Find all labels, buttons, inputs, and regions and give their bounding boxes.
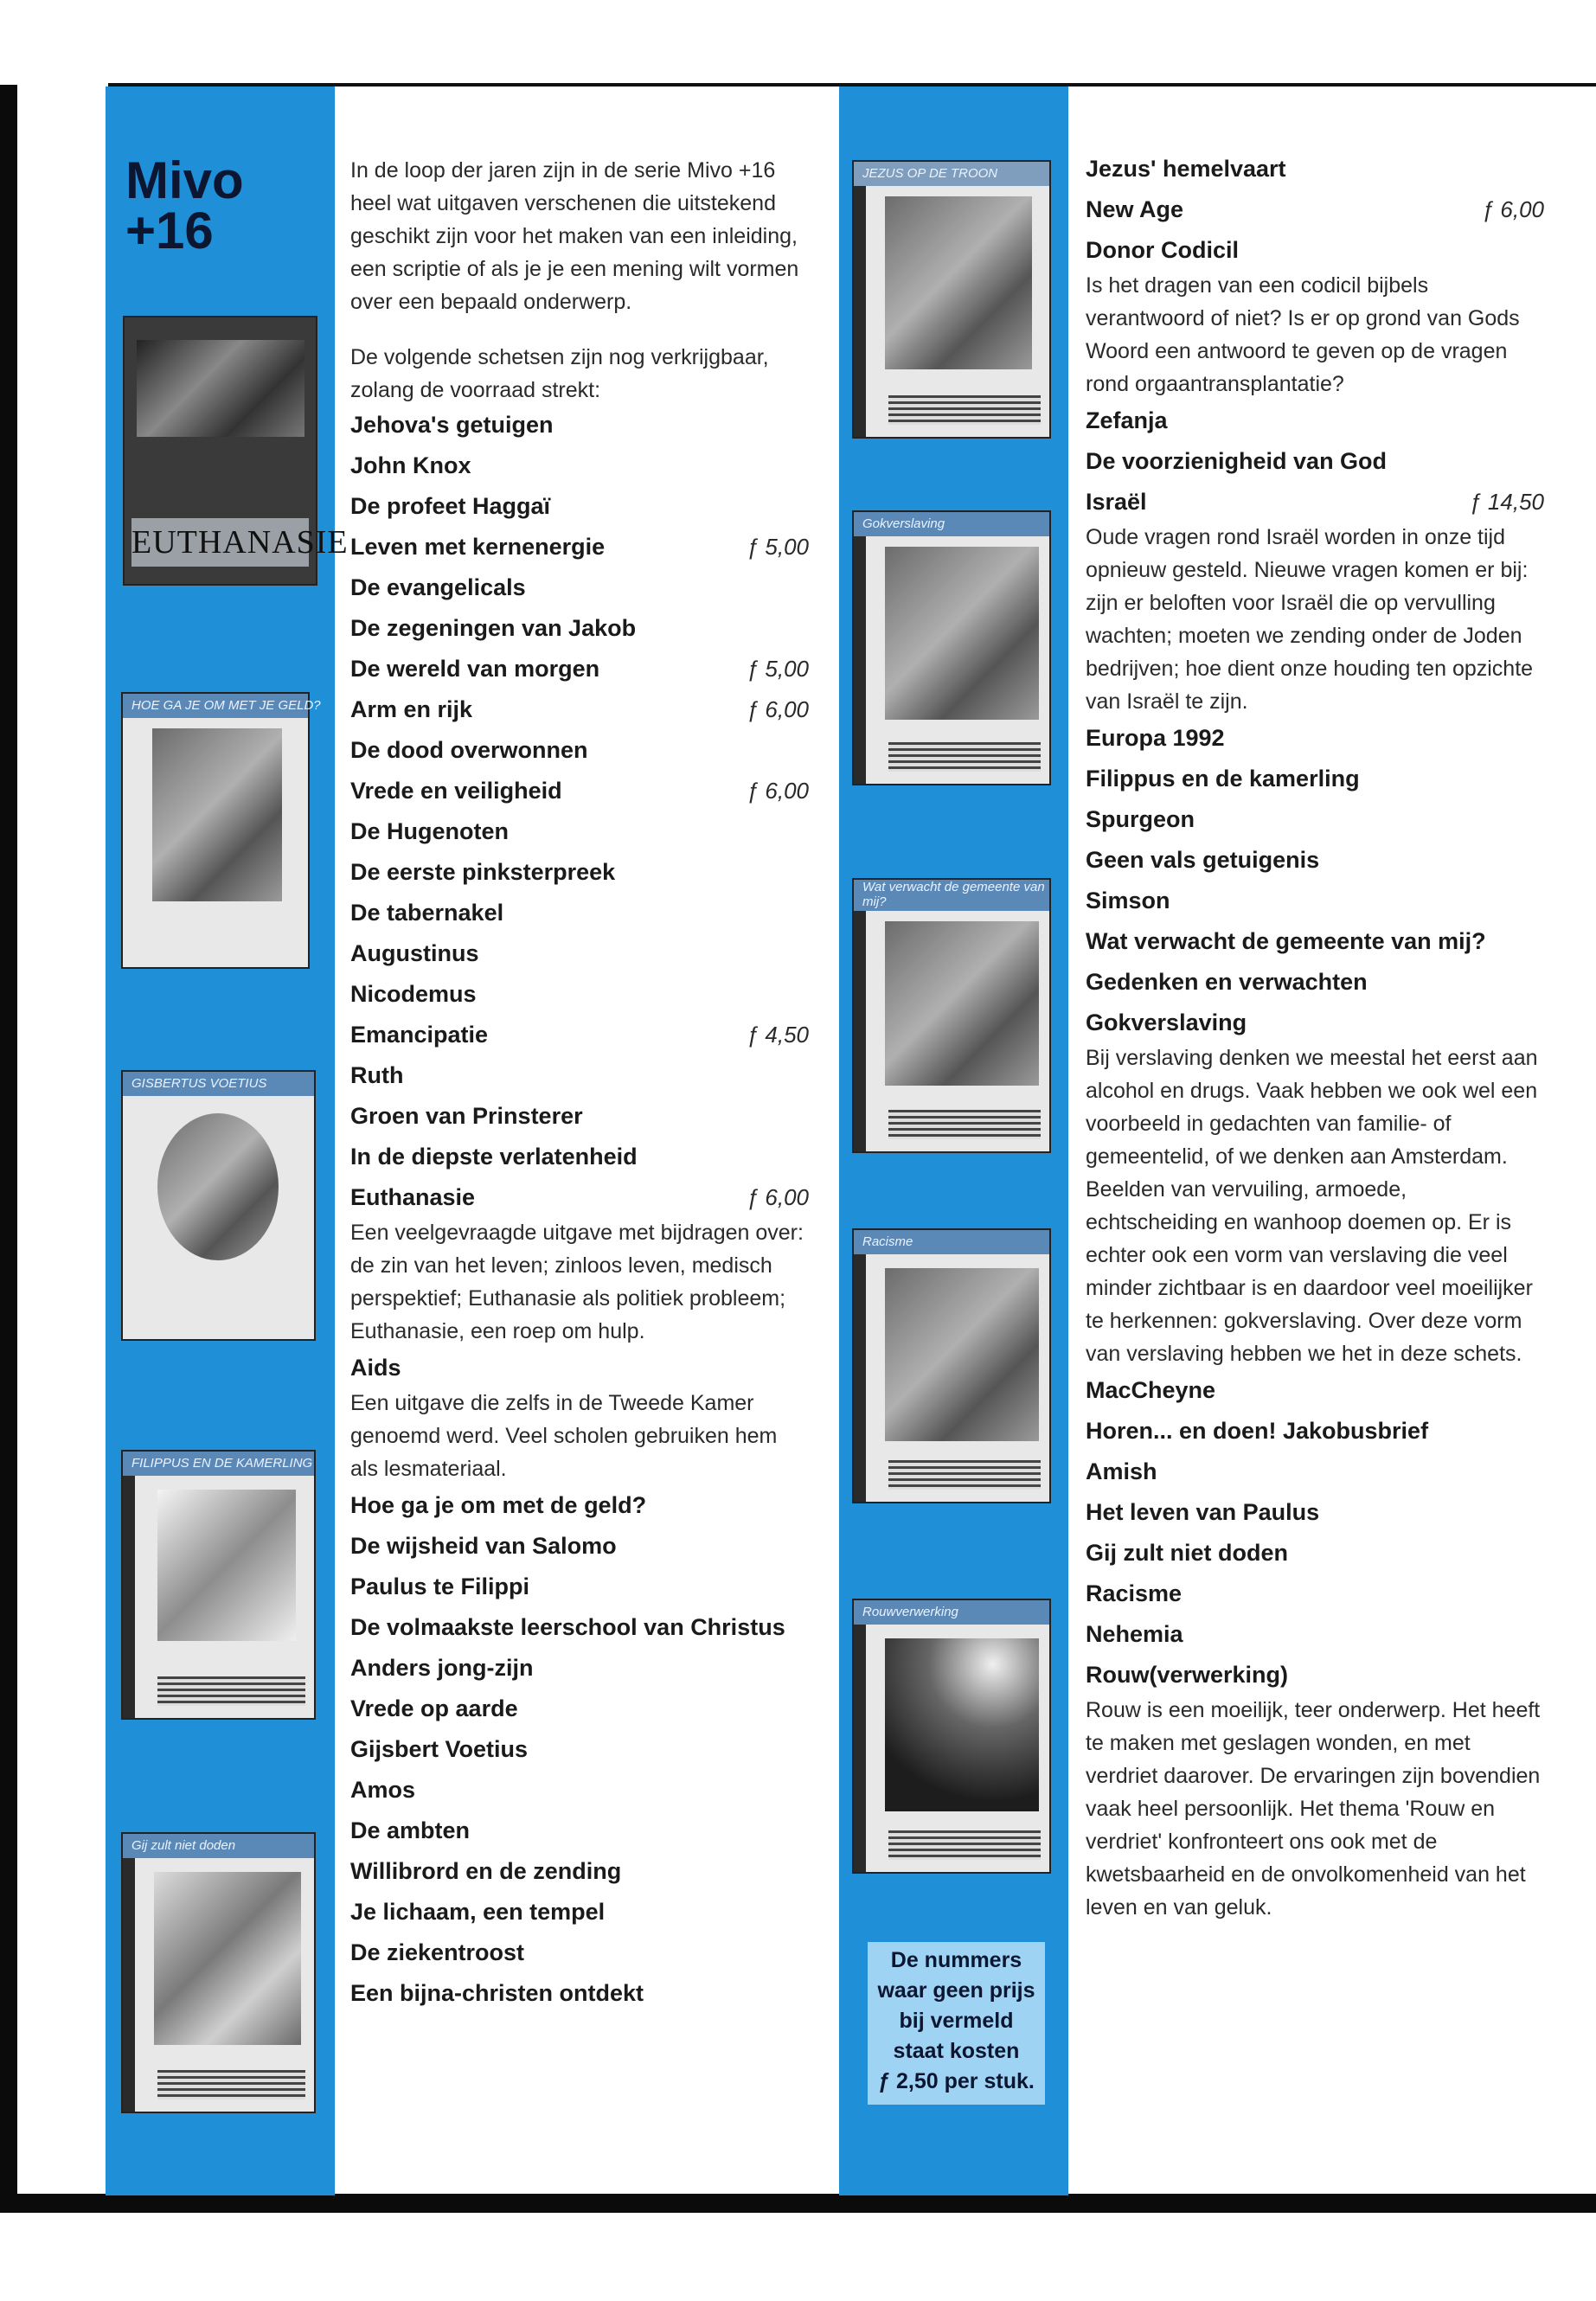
cover-title: FILIPPUS EN DE KAMERLING	[123, 1452, 314, 1476]
list-item	[1086, 1374, 1544, 1414]
list-item-row	[1086, 884, 1544, 925]
list-item-row	[350, 1733, 809, 1773]
cover-geld	[121, 692, 321, 969]
list-item-row	[1086, 234, 1544, 274]
cover-illustration	[154, 1872, 301, 2045]
item-title: Geen vals getuigenis	[1086, 847, 1320, 873]
item-title: Een bijna-christen ontdekt	[350, 1980, 644, 2006]
item-title: Rouw(verwerking)	[1086, 1662, 1289, 1688]
item-title: De evangelicals	[350, 574, 526, 600]
list-item	[350, 490, 809, 530]
item-title: De Hugenoten	[350, 818, 510, 844]
item-description: Rouw is een moeilijk, teer onderwerp. Het heeft te maken met geslagen wonden, en met verdriet daarover. De ervaringen zijn bovendien vaak heel persoonlijk. Het thema 'Rouw en verdriet' konfronteert ons ook met de kwetsbaarheid en de onvolkomenheid van het leven en van geluk.	[1086, 1698, 1541, 1920]
item-description: Een uitgave die zelfs in de Tweede Kamer genoemd werd. Veel scholen gebruiken hem als lesmateriaal.	[350, 1391, 778, 1481]
list-item	[350, 937, 809, 977]
item-title: Zefanja	[1086, 407, 1168, 433]
item-title: MacCheyne	[1086, 1377, 1216, 1403]
list-item-row	[350, 734, 809, 774]
left-text-column	[350, 154, 809, 2017]
cover-photo	[885, 921, 1039, 1086]
item-description: Bij verslaving denken we meestal het eerst aan alcohol en drugs. Vaak hebben we ook wel een voorbeeld in gedachten van familie- of gemeentelid, of we denken aan Amsterdam. Beelden van vervuiling, armoede, echtscheiding en wanhoop doemen op. Er is echter ook een vorm van verslaving die veel minder zichtbaar is en daardoor veel moeilijker te herkennen: gokverslaving. Over deze vorm van verslaving hebben we het in deze schets.	[1086, 1046, 1538, 1366]
item-title: Donor Codicil	[1086, 237, 1239, 263]
item-title: De eerste pinksterpreek	[350, 859, 616, 885]
list-item-row	[350, 1570, 809, 1611]
cover-footer-text	[888, 1830, 1041, 1860]
list-item	[350, 815, 809, 856]
list-item	[350, 1895, 809, 1936]
list-item-row	[1086, 803, 1544, 843]
list-item-row	[1086, 1455, 1544, 1496]
cover-title: HOE GA JE OM MET JE GELD?	[123, 694, 308, 718]
list-item-row	[1086, 1006, 1544, 1047]
list-item	[350, 896, 809, 937]
item-title: Wat verwacht de gemeente van mij?	[1086, 928, 1486, 954]
list-item-row	[1086, 1577, 1544, 1618]
series-logo	[125, 151, 244, 260]
list-item	[350, 1814, 809, 1855]
item-title: Spurgeon	[1086, 806, 1195, 832]
cover-euthanasie	[123, 316, 349, 586]
cover-gij-zult-niet-doden	[121, 1832, 316, 2113]
right-text-column	[1086, 152, 1544, 1927]
list-item	[1086, 965, 1544, 1006]
item-description: Oude vragen rond Israël worden in onze tijd opnieuw gesteld. Nieuwe vragen komen er bij: zijn er beloften voor Israël die op vervulling wachten; moeten we zending onder de Joden bedrijven; hoe dient onze houding ten opzichte van Israël te zijn.	[1086, 525, 1534, 714]
list-item-row	[1086, 1374, 1544, 1414]
cover-photo	[152, 728, 282, 901]
right-title-list	[1086, 152, 1544, 1924]
cover-rouwverwerking	[852, 1599, 1051, 1874]
list-item-row	[1086, 404, 1544, 445]
list-item	[1086, 1577, 1544, 1618]
item-title: John Knox	[350, 452, 471, 478]
list-item-row	[350, 1692, 809, 1733]
list-item	[1086, 884, 1544, 925]
cover-footer-text	[888, 1460, 1041, 1490]
item-price: ƒ 6,00	[746, 778, 809, 804]
list-item	[1086, 762, 1544, 803]
item-title: Amos	[350, 1777, 416, 1803]
price-note-line4: staat kosten	[893, 2039, 1020, 2063]
item-price: ƒ 6,00	[1481, 196, 1544, 222]
cover-footer-text	[888, 395, 1041, 425]
list-item	[1086, 925, 1544, 965]
item-title: De ambten	[350, 1817, 471, 1843]
list-item-row	[350, 1936, 809, 1977]
list-item-row	[350, 1018, 809, 1059]
list-item-row	[350, 977, 809, 1018]
item-title: Paulus te Filippi	[350, 1574, 530, 1599]
list-item-row	[350, 490, 809, 530]
list-item	[350, 1773, 809, 1814]
item-price: ƒ 14,50	[1469, 489, 1544, 515]
cover-title: Wat verwacht de gemeente van mij?	[854, 880, 1049, 911]
series-logo-line1: Mivo	[125, 151, 244, 209]
list-item	[1086, 1658, 1544, 1924]
intro-paragraph-1: In de loop der jaren zijn in de serie Mivo +16 heel wat uitgaven verschenen die uitstekend geschikt zijn voor het maken van een inleiding, een scriptie of als je je een mening wilt vormen over een bepaald onderwerp.	[350, 158, 799, 314]
item-title: Gijsbert Voetius	[350, 1736, 529, 1762]
list-item	[350, 1977, 809, 2017]
left-title-list	[350, 408, 809, 2017]
page-left-edge	[0, 85, 17, 2195]
price-note-line3: bij vermeld	[899, 2009, 1014, 2033]
list-item	[350, 652, 809, 693]
list-item-row	[350, 693, 809, 734]
cover-gokverslaving	[852, 510, 1051, 785]
list-item	[350, 1059, 809, 1099]
cover-racisme	[852, 1228, 1051, 1503]
cover-footer-text	[157, 1676, 305, 1706]
item-price: ƒ 5,00	[746, 656, 809, 682]
list-item	[350, 530, 809, 571]
series-logo-line2: +16	[125, 202, 214, 260]
item-description: Is het dragen van een codicil bijbels verantwoord of niet? Is er op grond van Gods Woord een antwoord te geven op de vragen rond orgaantransplantatie?	[1086, 273, 1520, 396]
item-title: Euthanasie	[350, 1184, 476, 1210]
item-title: Ruth	[350, 1062, 404, 1088]
list-item	[350, 1018, 809, 1059]
item-title: De wereld van morgen	[350, 656, 600, 682]
list-item	[350, 734, 809, 774]
item-title: Het leven van Paulus	[1086, 1499, 1320, 1525]
cover-footer-text	[888, 1110, 1041, 1139]
item-title: In de diepste verlatenheid	[350, 1144, 638, 1170]
item-title: Simson	[1086, 888, 1170, 913]
list-item-row	[1086, 445, 1544, 485]
item-title: Gedenken en verwachten	[1086, 969, 1368, 995]
list-item-row	[1086, 925, 1544, 965]
cover-spine	[123, 1476, 135, 1718]
list-item-row	[350, 1773, 809, 1814]
item-title: Jehova's getuigen	[350, 412, 554, 438]
cover-title: Gokverslaving	[854, 512, 1049, 536]
list-item	[350, 693, 809, 734]
list-item-row	[350, 571, 809, 612]
item-price: ƒ 6,00	[746, 1184, 809, 1210]
list-item	[350, 612, 809, 652]
list-item-row	[350, 1977, 809, 2017]
list-item	[350, 977, 809, 1018]
list-item	[1086, 1455, 1544, 1496]
item-title: Augustinus	[350, 940, 479, 966]
item-title: Emancipatie	[350, 1022, 489, 1048]
intro-paragraph-2: De volgende schetsen zijn nog verkrijgbaar, zolang de voorraad strekt:	[350, 345, 769, 402]
list-item	[1086, 152, 1544, 193]
list-item-row	[350, 1651, 809, 1692]
list-item-row	[350, 1611, 809, 1651]
item-title: De dood overwonnen	[350, 737, 588, 763]
item-title: Nehemia	[1086, 1621, 1183, 1647]
list-item-row	[350, 1489, 809, 1529]
list-item-row	[350, 1855, 809, 1895]
cover-gemeente	[852, 878, 1051, 1153]
list-item	[350, 1099, 809, 1140]
list-item	[350, 571, 809, 612]
item-title: Leven met kernenergie	[350, 534, 606, 560]
list-item-row	[350, 612, 809, 652]
list-item	[350, 856, 809, 896]
list-item	[1086, 721, 1544, 762]
list-item	[350, 1611, 809, 1651]
item-title: Je lichaam, een tempel	[350, 1899, 606, 1925]
list-item	[350, 1733, 809, 1773]
list-item-row	[1086, 965, 1544, 1006]
list-item	[350, 449, 809, 490]
list-item	[350, 774, 809, 815]
page-bottom-edge	[0, 2194, 1596, 2213]
item-title: Vrede op aarde	[350, 1695, 518, 1721]
list-item-row	[350, 1099, 809, 1140]
item-title: Aids	[350, 1355, 401, 1381]
item-title: Anders jong-zijn	[350, 1655, 534, 1681]
list-item	[350, 1181, 809, 1348]
list-item	[1086, 803, 1544, 843]
item-title: New Age	[1086, 196, 1184, 222]
cover-spine	[854, 186, 866, 437]
item-title: Groen van Prinsterer	[350, 1103, 583, 1129]
list-item	[1086, 1618, 1544, 1658]
list-item-row	[350, 896, 809, 937]
item-title: Vrede en veiligheid	[350, 778, 562, 804]
cover-spine	[854, 911, 866, 1151]
cover-jezus	[852, 160, 1051, 439]
list-item-row	[1086, 193, 1544, 234]
cover-spine	[854, 536, 866, 784]
list-item-row	[350, 856, 809, 896]
cover-filippus	[121, 1450, 316, 1720]
cover-title: Racisme	[854, 1230, 1049, 1254]
list-item-row	[1086, 152, 1544, 193]
item-description: Een veelgevraagde uitgave met bijdragen over: de zin van het leven; zinloos leven, medisch perspektief; Euthanasie als politiek probleem; Euthanasie, een roep om hulp.	[350, 1221, 804, 1343]
list-item-row	[1086, 1496, 1544, 1536]
list-item	[1086, 1536, 1544, 1577]
list-item	[1086, 843, 1544, 884]
item-title: Nicodemus	[350, 981, 477, 1007]
list-item	[1086, 1496, 1544, 1536]
cover-title: GISBERTUS VOETIUS	[123, 1072, 314, 1096]
list-item	[1086, 234, 1544, 401]
list-item-row	[350, 937, 809, 977]
cover-footer-text	[157, 2070, 305, 2099]
price-note-line1: De nummers	[890, 1948, 1022, 1972]
list-item-row	[350, 774, 809, 815]
list-item-row	[350, 1529, 809, 1570]
item-title: Willibrord en de zending	[350, 1858, 622, 1884]
cover-photo	[885, 196, 1032, 369]
list-item-row	[350, 815, 809, 856]
item-title: De volmaakste leerschool van Christus	[350, 1614, 785, 1640]
item-title: Filippus en de kamerling	[1086, 766, 1360, 792]
cover-spine	[123, 1858, 135, 2112]
list-item-row	[1086, 843, 1544, 884]
list-item-row	[350, 1351, 809, 1392]
list-item-row	[1086, 1536, 1544, 1577]
cover-portrait	[157, 1113, 279, 1260]
item-title: Racisme	[1086, 1580, 1183, 1606]
cover-footer-text	[888, 742, 1041, 772]
item-title: De zegeningen van Jakob	[350, 615, 637, 641]
item-title: De profeet Haggaï	[350, 493, 551, 519]
list-item	[350, 1855, 809, 1895]
list-item-row	[350, 1140, 809, 1181]
item-title: Europa 1992	[1086, 725, 1225, 751]
item-title: Horen... en doen! Jakobusbrief	[1086, 1418, 1429, 1444]
cover-photo	[137, 340, 304, 437]
item-title: De wijsheid van Salomo	[350, 1533, 617, 1559]
item-title: Gij zult niet doden	[1086, 1540, 1288, 1566]
list-item-row	[350, 1895, 809, 1936]
item-title: Israël	[1086, 489, 1147, 515]
price-note	[868, 1942, 1045, 2105]
list-item	[350, 408, 809, 449]
list-item-row	[350, 530, 809, 571]
list-item-row	[350, 449, 809, 490]
item-price: ƒ 6,00	[746, 696, 809, 722]
list-item	[1086, 445, 1544, 485]
cover-title: EUTHANASIE	[131, 518, 309, 567]
price-note-line2: waar geen prijs	[877, 1978, 1035, 2003]
item-title: Gokverslaving	[1086, 1009, 1247, 1035]
cover-title: JEZUS OP DE TROON	[854, 162, 1049, 186]
item-price: ƒ 4,50	[746, 1022, 809, 1048]
item-title: Hoe ga je om met de geld?	[350, 1492, 647, 1518]
list-item-row	[350, 652, 809, 693]
list-item	[350, 1351, 809, 1485]
item-title: De ziekentroost	[350, 1939, 525, 1965]
list-item	[350, 1692, 809, 1733]
cover-spine	[854, 1625, 866, 1872]
list-item	[350, 1651, 809, 1692]
item-title: Amish	[1086, 1458, 1157, 1484]
list-item	[1086, 193, 1544, 234]
item-title: Arm en rijk	[350, 696, 473, 722]
cover-photo	[885, 547, 1039, 720]
list-item-row	[1086, 721, 1544, 762]
list-item	[1086, 1414, 1544, 1455]
price-note-line5: ƒ 2,50 per stuk.	[878, 2069, 1035, 2093]
list-item-row	[350, 408, 809, 449]
list-item	[350, 1936, 809, 1977]
list-item-row	[1086, 762, 1544, 803]
list-item	[1086, 1006, 1544, 1370]
list-item	[350, 1489, 809, 1529]
cover-illustration	[157, 1490, 296, 1641]
cover-voetius	[121, 1070, 316, 1341]
list-item-row	[350, 1059, 809, 1099]
list-item	[1086, 404, 1544, 445]
list-item-row	[1086, 1414, 1544, 1455]
list-item	[1086, 485, 1544, 718]
list-item-row	[1086, 1618, 1544, 1658]
cover-title: Gij zult niet doden	[123, 1834, 314, 1858]
item-title: De tabernakel	[350, 900, 504, 926]
list-item	[350, 1140, 809, 1181]
list-item	[350, 1529, 809, 1570]
cover-photo	[885, 1638, 1039, 1811]
item-title: Jezus' hemelvaart	[1086, 156, 1286, 182]
list-item-row	[1086, 1658, 1544, 1699]
list-item	[350, 1570, 809, 1611]
cover-photo	[885, 1268, 1039, 1441]
cover-spine	[854, 1254, 866, 1502]
list-item-row	[350, 1181, 809, 1221]
list-item-row	[350, 1814, 809, 1855]
cover-title: Rouwverwerking	[854, 1600, 1049, 1625]
item-price: ƒ 5,00	[746, 534, 809, 560]
list-item-row	[1086, 485, 1544, 526]
item-title: De voorzienigheid van God	[1086, 448, 1388, 474]
